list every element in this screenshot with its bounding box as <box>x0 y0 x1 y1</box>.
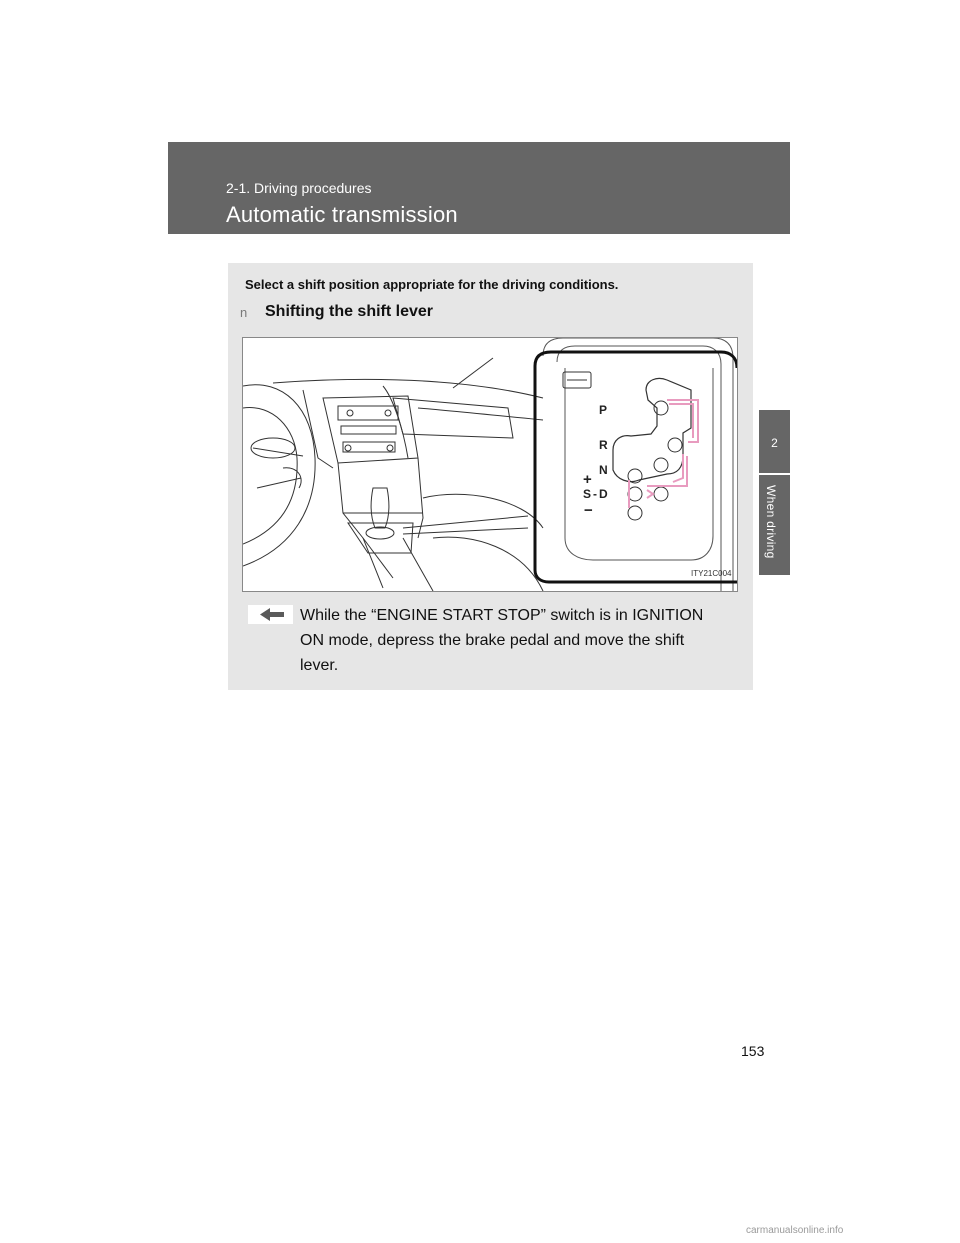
bullet-marker: n <box>240 305 248 320</box>
section-label: 2-1. Driving procedures <box>226 180 372 196</box>
gate-label-p: P <box>599 403 608 417</box>
page-title: Automatic transmission <box>226 202 458 227</box>
intro-text: Select a shift position appropriate for the driving conditions. <box>245 277 619 292</box>
chapter-tab[interactable] <box>759 410 790 575</box>
shift-lever <box>371 488 389 528</box>
gate-label-d: D <box>599 487 608 501</box>
shift-path-arrows <box>629 400 698 508</box>
gate-label-n: N <box>599 463 608 477</box>
content-box <box>228 263 753 690</box>
instruction-text: While the “ENGINE START STOP” switch is in IGNITION ON mode, depress the brake pedal and move the shift lever. <box>300 607 704 674</box>
chapter-number: 2 <box>771 436 778 450</box>
dashboard-outline <box>273 379 543 398</box>
shift-lever-illustration <box>242 337 738 592</box>
page-number: 153 <box>741 1043 765 1059</box>
chapter-label: When driving <box>764 485 778 559</box>
gate-dash: - <box>593 487 597 501</box>
watermark[interactable]: carmanualsonline.info <box>746 1225 844 1236</box>
gate-label-minus: − <box>584 502 593 519</box>
shift-gate <box>613 378 691 481</box>
gate-label-plus: + <box>583 471 592 488</box>
page-header <box>168 142 790 234</box>
gate-label-r: R <box>599 438 608 452</box>
figure-code: ITY21C004 <box>691 569 732 578</box>
subheading: Shifting the shift lever <box>265 303 434 320</box>
gate-label-s: S <box>583 487 592 501</box>
arrow-left-icon <box>248 605 293 624</box>
tab-divider <box>759 473 790 475</box>
